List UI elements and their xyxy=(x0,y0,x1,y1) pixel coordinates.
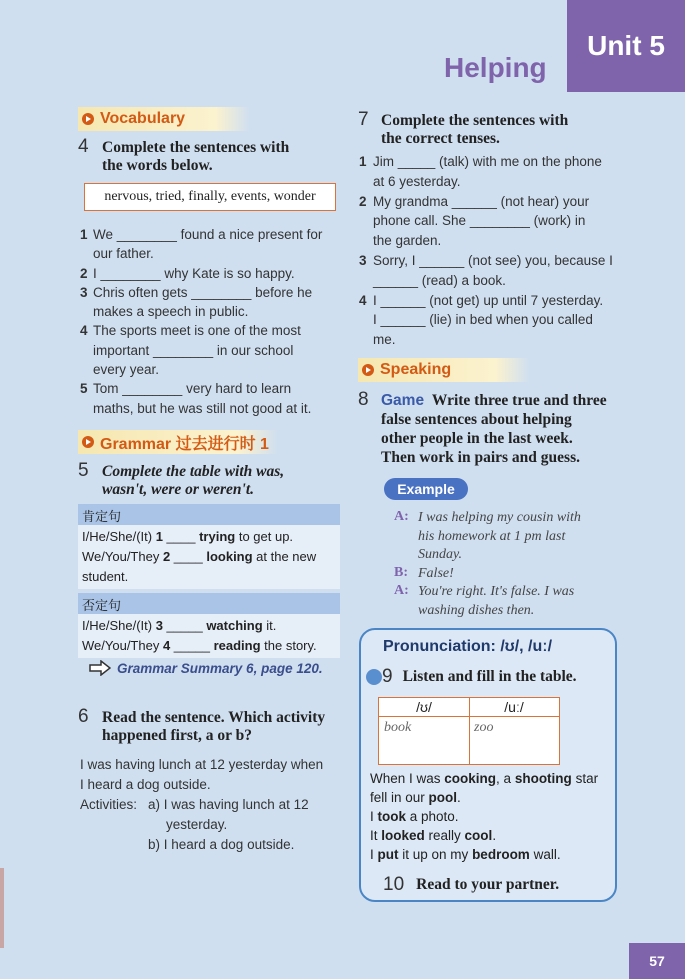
highlighted-word: cool xyxy=(464,828,493,843)
blank: ____ xyxy=(162,529,200,544)
pronunciation-line xyxy=(370,788,610,807)
vocabulary-heading: Vocabulary xyxy=(100,110,186,127)
example-badge: Example xyxy=(384,478,468,500)
item-text: Chris often gets ________ before he xyxy=(93,284,313,300)
grammar-heading: Grammar 过去进行时 1 xyxy=(100,435,269,453)
item-number: 4 xyxy=(80,323,88,339)
play-icon xyxy=(362,364,374,376)
grammar-heading-bar xyxy=(78,430,278,454)
item-text: Tom ________ very hard to learn xyxy=(93,381,292,397)
exercise-10-instruction: Read to your partner. xyxy=(416,876,560,893)
item-text: The sports meet is one of the most xyxy=(93,323,301,339)
grammar-summary-link[interactable] xyxy=(89,660,323,676)
exercise-4-items xyxy=(80,225,340,418)
instruction-line: other people in the last week. xyxy=(381,430,573,447)
item-text: ______ (read) a book. xyxy=(373,272,506,288)
pronunciation-line xyxy=(370,826,610,845)
item-number: 1 xyxy=(359,154,367,169)
text-segment: It xyxy=(370,828,382,843)
unit-label: Unit 5 xyxy=(567,0,685,92)
text-segment: . xyxy=(457,790,461,805)
list-item xyxy=(80,225,340,264)
audio-icon[interactable] xyxy=(366,669,382,685)
list-item xyxy=(80,283,340,322)
instruction-line: Complete the table with was, xyxy=(102,463,285,480)
text-segment: a photo. xyxy=(406,809,459,824)
text-segment: really xyxy=(424,828,465,843)
exercise-9-number: 9 xyxy=(382,666,393,687)
dialog-text: You're right. It's false. I was xyxy=(418,584,575,599)
text-segment: fell in our xyxy=(370,790,429,805)
item-number: 2 xyxy=(80,265,88,281)
text-segment: wall. xyxy=(529,847,561,862)
text-segment: I xyxy=(370,809,378,824)
table-row xyxy=(78,525,340,589)
dialog-text: Sunday. xyxy=(418,547,462,562)
item-text: I ______ (not get) up until 7 yesterday. xyxy=(373,292,604,308)
table-divider xyxy=(469,698,470,764)
play-icon xyxy=(82,113,94,125)
text-segment: it up on my xyxy=(398,847,473,862)
exercise-10-number: 10 xyxy=(383,874,405,895)
activities-label: Activities: xyxy=(80,797,138,812)
list-item xyxy=(80,321,340,379)
dialog-text: False! xyxy=(418,565,454,581)
table-cell: book xyxy=(384,720,412,735)
speaker-label: A: xyxy=(394,583,409,598)
dialog-line xyxy=(394,583,609,620)
pronunciation-text xyxy=(370,769,610,864)
verb: reading xyxy=(213,638,261,653)
page-edge-decoration xyxy=(0,868,4,948)
highlighted-word: bedroom xyxy=(472,847,530,862)
exercise-4-instruction xyxy=(102,139,289,175)
instruction-line: Then work in pairs and guess. xyxy=(381,449,580,466)
pronunciation-line xyxy=(370,769,610,788)
exercise-4-number: 4 xyxy=(78,136,89,157)
table-header-long-u: /uː/ xyxy=(469,698,559,717)
exercise-7-number: 7 xyxy=(358,109,369,130)
speaking-heading-bar xyxy=(358,358,530,382)
grammar-summary-ref: Grammar Summary 6, page 120. xyxy=(117,660,323,676)
exercise-6-number: 6 xyxy=(78,706,89,727)
arrow-right-icon xyxy=(89,660,111,676)
dialog-line xyxy=(394,565,609,584)
item-text: me. xyxy=(373,332,396,348)
verb: trying xyxy=(199,529,236,544)
exercise-6-instruction xyxy=(102,709,325,745)
highlighted-word: put xyxy=(377,847,399,862)
blank: _____ xyxy=(162,618,207,633)
play-icon xyxy=(82,436,94,448)
page-number: 57 xyxy=(629,943,685,979)
exercise-7-items xyxy=(359,152,624,350)
item-text: We ________ found a nice present for xyxy=(93,227,323,242)
subject: I/He/She/(It) xyxy=(82,529,156,544)
rest: to get up. xyxy=(235,529,294,544)
verb: looking xyxy=(206,549,253,564)
dialog-text: his homework at 1 pm last xyxy=(418,528,566,544)
item-number: 4 xyxy=(359,292,367,308)
page-title: Helping xyxy=(444,52,547,83)
blank: ____ xyxy=(170,549,207,564)
rest: it. xyxy=(262,618,277,633)
pronunciation-table xyxy=(378,697,560,765)
item-text: Jim _____ (talk) with me on the phone xyxy=(373,154,602,169)
text-segment: , a xyxy=(496,771,515,786)
instruction-line: the correct tenses. xyxy=(381,130,500,147)
exercise-9-instruction: Listen and fill in the table. xyxy=(402,668,577,685)
dialog-text: washing dishes then. xyxy=(418,602,535,618)
instruction-line: Complete the sentences with xyxy=(381,112,569,129)
verb: watching xyxy=(206,618,263,633)
exercise-8-instruction xyxy=(381,391,607,467)
exercise-7-instruction xyxy=(381,112,568,148)
example-dialog xyxy=(394,509,609,620)
item-text: I ________ why Kate is so happy. xyxy=(93,265,295,281)
speaking-heading: Speaking xyxy=(380,361,452,378)
item-number: 3 xyxy=(359,252,367,268)
text-segment: I xyxy=(370,847,378,862)
item-text: our father. xyxy=(93,246,154,262)
speaker-label: B: xyxy=(394,564,408,580)
blank-number: 1 xyxy=(155,529,163,544)
item-number: 3 xyxy=(80,284,88,300)
table-header-negative: 否定句 xyxy=(78,593,340,614)
exercise-8-number: 8 xyxy=(358,389,369,410)
table-header-short-u: /ʊ/ xyxy=(379,698,469,717)
text-line: I was having lunch at 12 yesterday when xyxy=(80,757,324,772)
blank-number: 4 xyxy=(162,638,171,653)
list-item xyxy=(359,192,624,251)
exercise-10-heading xyxy=(383,874,559,896)
highlighted-word: pool xyxy=(428,790,458,805)
item-text: important ________ in our school xyxy=(93,342,294,358)
item-number: 2 xyxy=(359,193,367,209)
instruction-line: the words below. xyxy=(102,157,213,174)
list-item xyxy=(359,291,624,350)
activity-b: b) I heard a dog outside. xyxy=(148,837,295,852)
grammar-table xyxy=(78,504,340,658)
dialog-text: I was helping my cousin with xyxy=(418,510,581,525)
exercise-5-number: 5 xyxy=(78,460,89,481)
exercise-9-heading xyxy=(366,666,577,688)
item-text: My grandma ______ (not hear) your xyxy=(373,193,590,209)
highlighted-word: looked xyxy=(381,828,425,843)
list-item xyxy=(80,379,340,418)
highlighted-word: took xyxy=(377,809,407,824)
item-text: I ______ (lie) in bed when you called xyxy=(373,312,593,328)
list-item xyxy=(80,264,340,283)
pronunciation-line xyxy=(370,807,610,826)
instruction-line: Complete the sentences with xyxy=(102,139,290,156)
item-text: Sorry, I ______ (not see) you, because I xyxy=(373,252,613,268)
blank: _____ xyxy=(170,638,214,653)
item-number: 5 xyxy=(80,381,88,397)
subject: I/He/She/(It) xyxy=(82,618,156,633)
text-line: I heard a dog outside. xyxy=(80,776,211,792)
highlighted-word: cooking xyxy=(444,771,497,786)
text-segment: When I was xyxy=(370,771,445,786)
instruction-line: false sentences about helping xyxy=(381,411,572,428)
text-segment: star xyxy=(571,771,599,786)
table-row xyxy=(78,614,340,658)
item-text: makes a speech in public. xyxy=(93,304,249,320)
item-text: maths, but he was still not good at it. xyxy=(93,400,312,416)
table-cell: zoo xyxy=(474,720,494,735)
exercise-6-activities xyxy=(80,795,350,855)
item-text: the garden. xyxy=(373,233,442,249)
pronunciation-line xyxy=(370,845,610,864)
table-header-positive: 肯定句 xyxy=(78,504,340,525)
vocabulary-heading-bar xyxy=(78,107,250,131)
rest: at the new xyxy=(252,549,317,564)
exercise-5-instruction xyxy=(102,463,284,499)
subject: We/You/They xyxy=(82,549,163,564)
dialog-line xyxy=(394,509,609,565)
list-item xyxy=(359,152,624,192)
item-number: 1 xyxy=(80,227,88,242)
blank-number: 3 xyxy=(155,618,163,633)
item-text: every year. xyxy=(93,362,160,378)
item-text: phone call. She ________ (work) in xyxy=(373,213,586,229)
instruction-line: wasn't, were or weren't. xyxy=(102,481,255,498)
speaker-label: A: xyxy=(394,509,409,524)
exercise-6-text xyxy=(80,755,323,794)
blank-number: 2 xyxy=(162,549,171,564)
subject: We/You/They xyxy=(82,638,163,653)
activity-a: a) I was having lunch at 12 xyxy=(148,797,309,812)
item-text: at 6 yesterday. xyxy=(373,173,461,189)
list-item xyxy=(359,251,624,291)
instruction-line: happened first, a or b? xyxy=(102,727,252,744)
text-segment: . xyxy=(492,828,497,843)
instruction-line: Write three true and three xyxy=(431,392,607,409)
pronunciation-title: Pronunciation: /ʊ/, /uː/ xyxy=(383,638,553,655)
word-box: nervous, tried, finally, events, wonder xyxy=(84,183,336,211)
activity-a-cont: yesterday. xyxy=(166,817,228,832)
rest: student. xyxy=(82,569,129,584)
game-label: Game xyxy=(381,392,425,409)
instruction-line: Read the sentence. Which activity xyxy=(102,709,326,726)
highlighted-word: shooting xyxy=(514,771,572,786)
rest: the story. xyxy=(260,638,317,653)
